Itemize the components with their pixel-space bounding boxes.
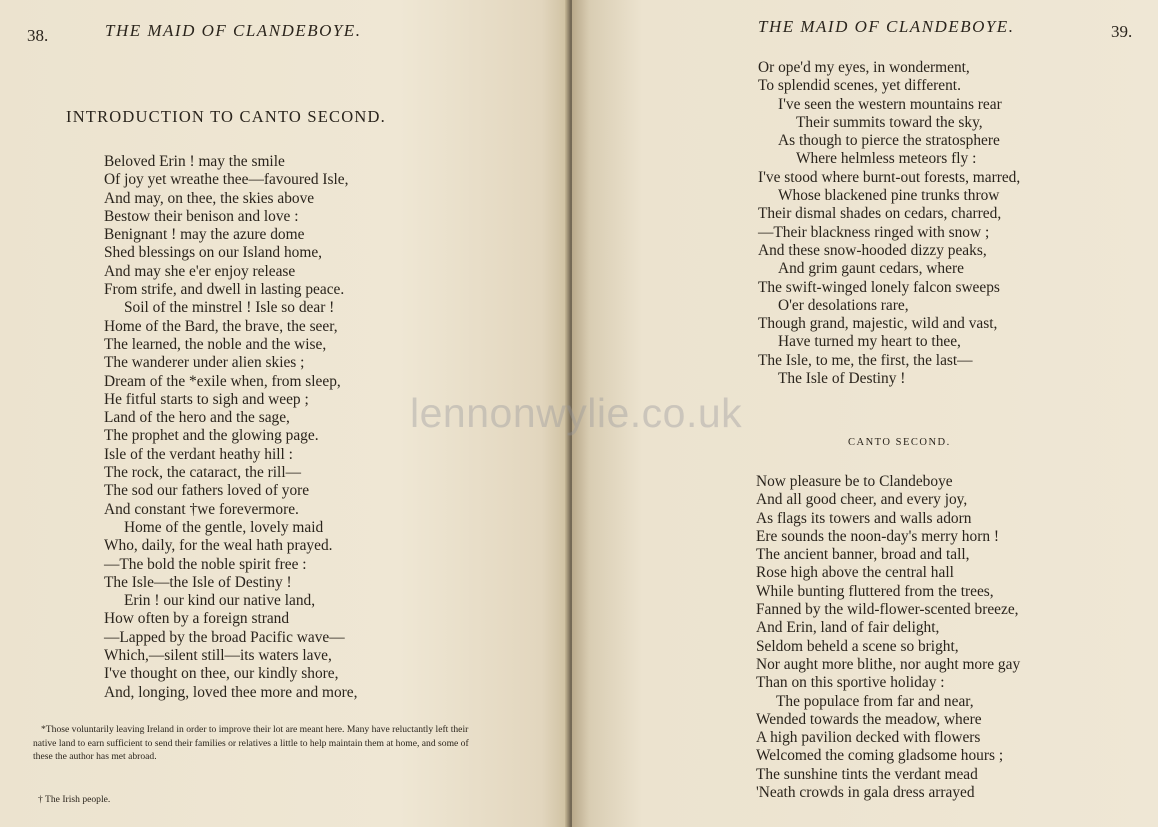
verse-line: The sunshine tints the verdant mead <box>756 765 978 783</box>
canto-introduction-heading: INTRODUCTION TO CANTO SECOND. <box>66 107 386 126</box>
verse-line: And may, on thee, the skies above <box>104 189 315 207</box>
verse-line: A high pavilion decked with flowers <box>756 729 981 747</box>
right-page-number: 39. <box>1111 22 1133 41</box>
verse-line: Which,—silent still—its waters lave, <box>104 647 332 665</box>
verse-line: As flags its towers and walls adorn <box>756 509 972 527</box>
verse-line: Home of the Bard, the brave, the seer, <box>104 317 338 335</box>
verse-line: Erin ! our kind our native land, <box>124 592 316 610</box>
verse-line: The Isle, to me, the first, the last— <box>758 351 973 369</box>
verse-line: Rose high above the central hall <box>756 564 954 582</box>
verse-line: Seldom beheld a scene so bright, <box>756 637 959 655</box>
verse-line: Shed blessings on our Island home, <box>104 244 323 262</box>
verse-line: The Isle of Destiny ! <box>778 370 906 388</box>
verse-line: Home of the gentle, lovely maid <box>124 518 324 536</box>
verse-line: The rock, the cataract, the rill— <box>104 464 301 482</box>
verse-line: And grim gaunt cedars, where <box>778 260 964 278</box>
verse-line: While bunting fluttered from the trees, <box>756 582 994 600</box>
verse-line: Isle of the verdant heathy hill : <box>104 445 293 463</box>
verse-line: Welcomed the coming gladsome hours ; <box>756 747 1004 765</box>
verse-line: Where helmless meteors fly : <box>796 150 977 168</box>
verse-line: And constant †we forevermore. <box>104 500 299 518</box>
verse-line: And may she e'er enjoy release <box>104 262 296 280</box>
verse-line: The swift-winged lonely falcon sweeps <box>758 278 1000 296</box>
verse-line: O'er desolations rare, <box>778 296 909 314</box>
verse-line: Their dismal shades on cedars, charred, <box>758 205 1002 223</box>
verse-line: The Isle—the Isle of Destiny ! <box>104 573 292 591</box>
verse-line: The ancient banner, broad and tall, <box>756 546 970 564</box>
verse-line: And these snow-hooded dizzy peaks, <box>758 241 987 259</box>
verse-line: And all good cheer, and every joy, <box>756 491 968 509</box>
verse-line: 'Neath crowds in gala dress arrayed <box>756 784 975 802</box>
verse-line: Than on this sportive holiday : <box>756 674 945 692</box>
verse-line: —Lapped by the broad Pacific wave— <box>104 628 345 646</box>
verse-line: The populace from far and near, <box>776 692 974 710</box>
footnote-exile-text: *Those voluntarily leaving Ireland in order to improve their lot are meant here. Many have reluctantly left their native land to earn sufficient to send their families or relatives a little to help maintain them at home, and some of these the author has met abroad. <box>33 724 469 762</box>
left-page-number: 38. <box>27 26 49 45</box>
verse-line: Beloved Erin ! may the smile <box>104 153 285 170</box>
verse-line: The wanderer under alien skies ; <box>104 354 305 372</box>
footnote-irish-people <box>38 793 490 807</box>
verse-line: Whose blackened pine trunks throw <box>778 187 1000 205</box>
left-verse-lines <box>104 153 357 702</box>
verse-line: How often by a foreign strand <box>104 610 290 628</box>
verse-line: Wended towards the meadow, where <box>756 710 982 728</box>
verse-line: The prophet and the glowing page. <box>104 427 319 445</box>
watermark: lennonwylie.co.uk <box>410 390 743 436</box>
verse-line: I've thought on thee, our kindly shore, <box>104 665 339 683</box>
verse-line: Fanned by the wild-flower-scented breeze, <box>756 601 1019 619</box>
left-running-head: THE MAID OF CLANDEBOYE. <box>105 21 362 40</box>
verse-line: Of joy yet wreathe thee—favoured Isle, <box>104 171 349 189</box>
verse-line: Who, daily, for the weal hath prayed. <box>104 537 333 555</box>
verse-line: I've seen the western mountains rear <box>778 95 1002 113</box>
verse-line: Have turned my heart to thee, <box>778 333 961 351</box>
verse-line: As though to pierce the stratosphere <box>778 132 1000 150</box>
verse-line: Ere sounds the noon-day's merry horn ! <box>756 527 999 545</box>
verse-line: —The bold the noble spirit free : <box>104 555 307 573</box>
verse-line: Now pleasure be to Clandeboye <box>756 473 953 490</box>
verse-line: Their summits toward the sky, <box>796 113 983 131</box>
verse-line: Benignant ! may the azure dome <box>104 226 305 244</box>
footnote-irish-people-text: † The Irish people. <box>38 794 111 805</box>
verse-line: Soil of the minstrel ! Isle so dear ! <box>124 299 335 317</box>
verse-line: Land of the hero and the sage, <box>104 409 290 427</box>
verse-line: From strife, and dwell in lasting peace. <box>104 281 345 299</box>
canto-second-heading: CANTO SECOND. <box>848 437 951 448</box>
footnote-exile <box>33 723 485 764</box>
verse-line: And Erin, land of fair delight, <box>756 619 940 637</box>
verse-line: —Their blackness ringed with snow ; <box>758 223 990 241</box>
verse-line: And, longing, loved thee more and more, <box>104 683 358 701</box>
verse-line: He fitful starts to sigh and weep ; <box>104 390 309 408</box>
verse-line: Bestow their benison and love : <box>104 207 299 225</box>
verse-line: Though grand, majestic, wild and vast, <box>758 315 998 333</box>
canto-second-verse-lines <box>756 473 1020 802</box>
right-running-head: THE MAID OF CLANDEBOYE. <box>758 17 1015 36</box>
verse-line: The learned, the noble and the wise, <box>104 335 327 353</box>
verse-line: I've stood where burnt-out forests, marred, <box>758 168 1021 186</box>
verse-line: Or ope'd my eyes, in wonderment, <box>758 59 970 76</box>
verse-line: To splendid scenes, yet different. <box>758 77 961 95</box>
verse-line: The sod our fathers loved of yore <box>104 482 310 500</box>
verse-line: Dream of the *exile when, from sleep, <box>104 372 341 390</box>
right-verse-lines <box>758 59 1020 388</box>
verse-line: Nor aught more blithe, nor aught more gay <box>756 655 1021 673</box>
